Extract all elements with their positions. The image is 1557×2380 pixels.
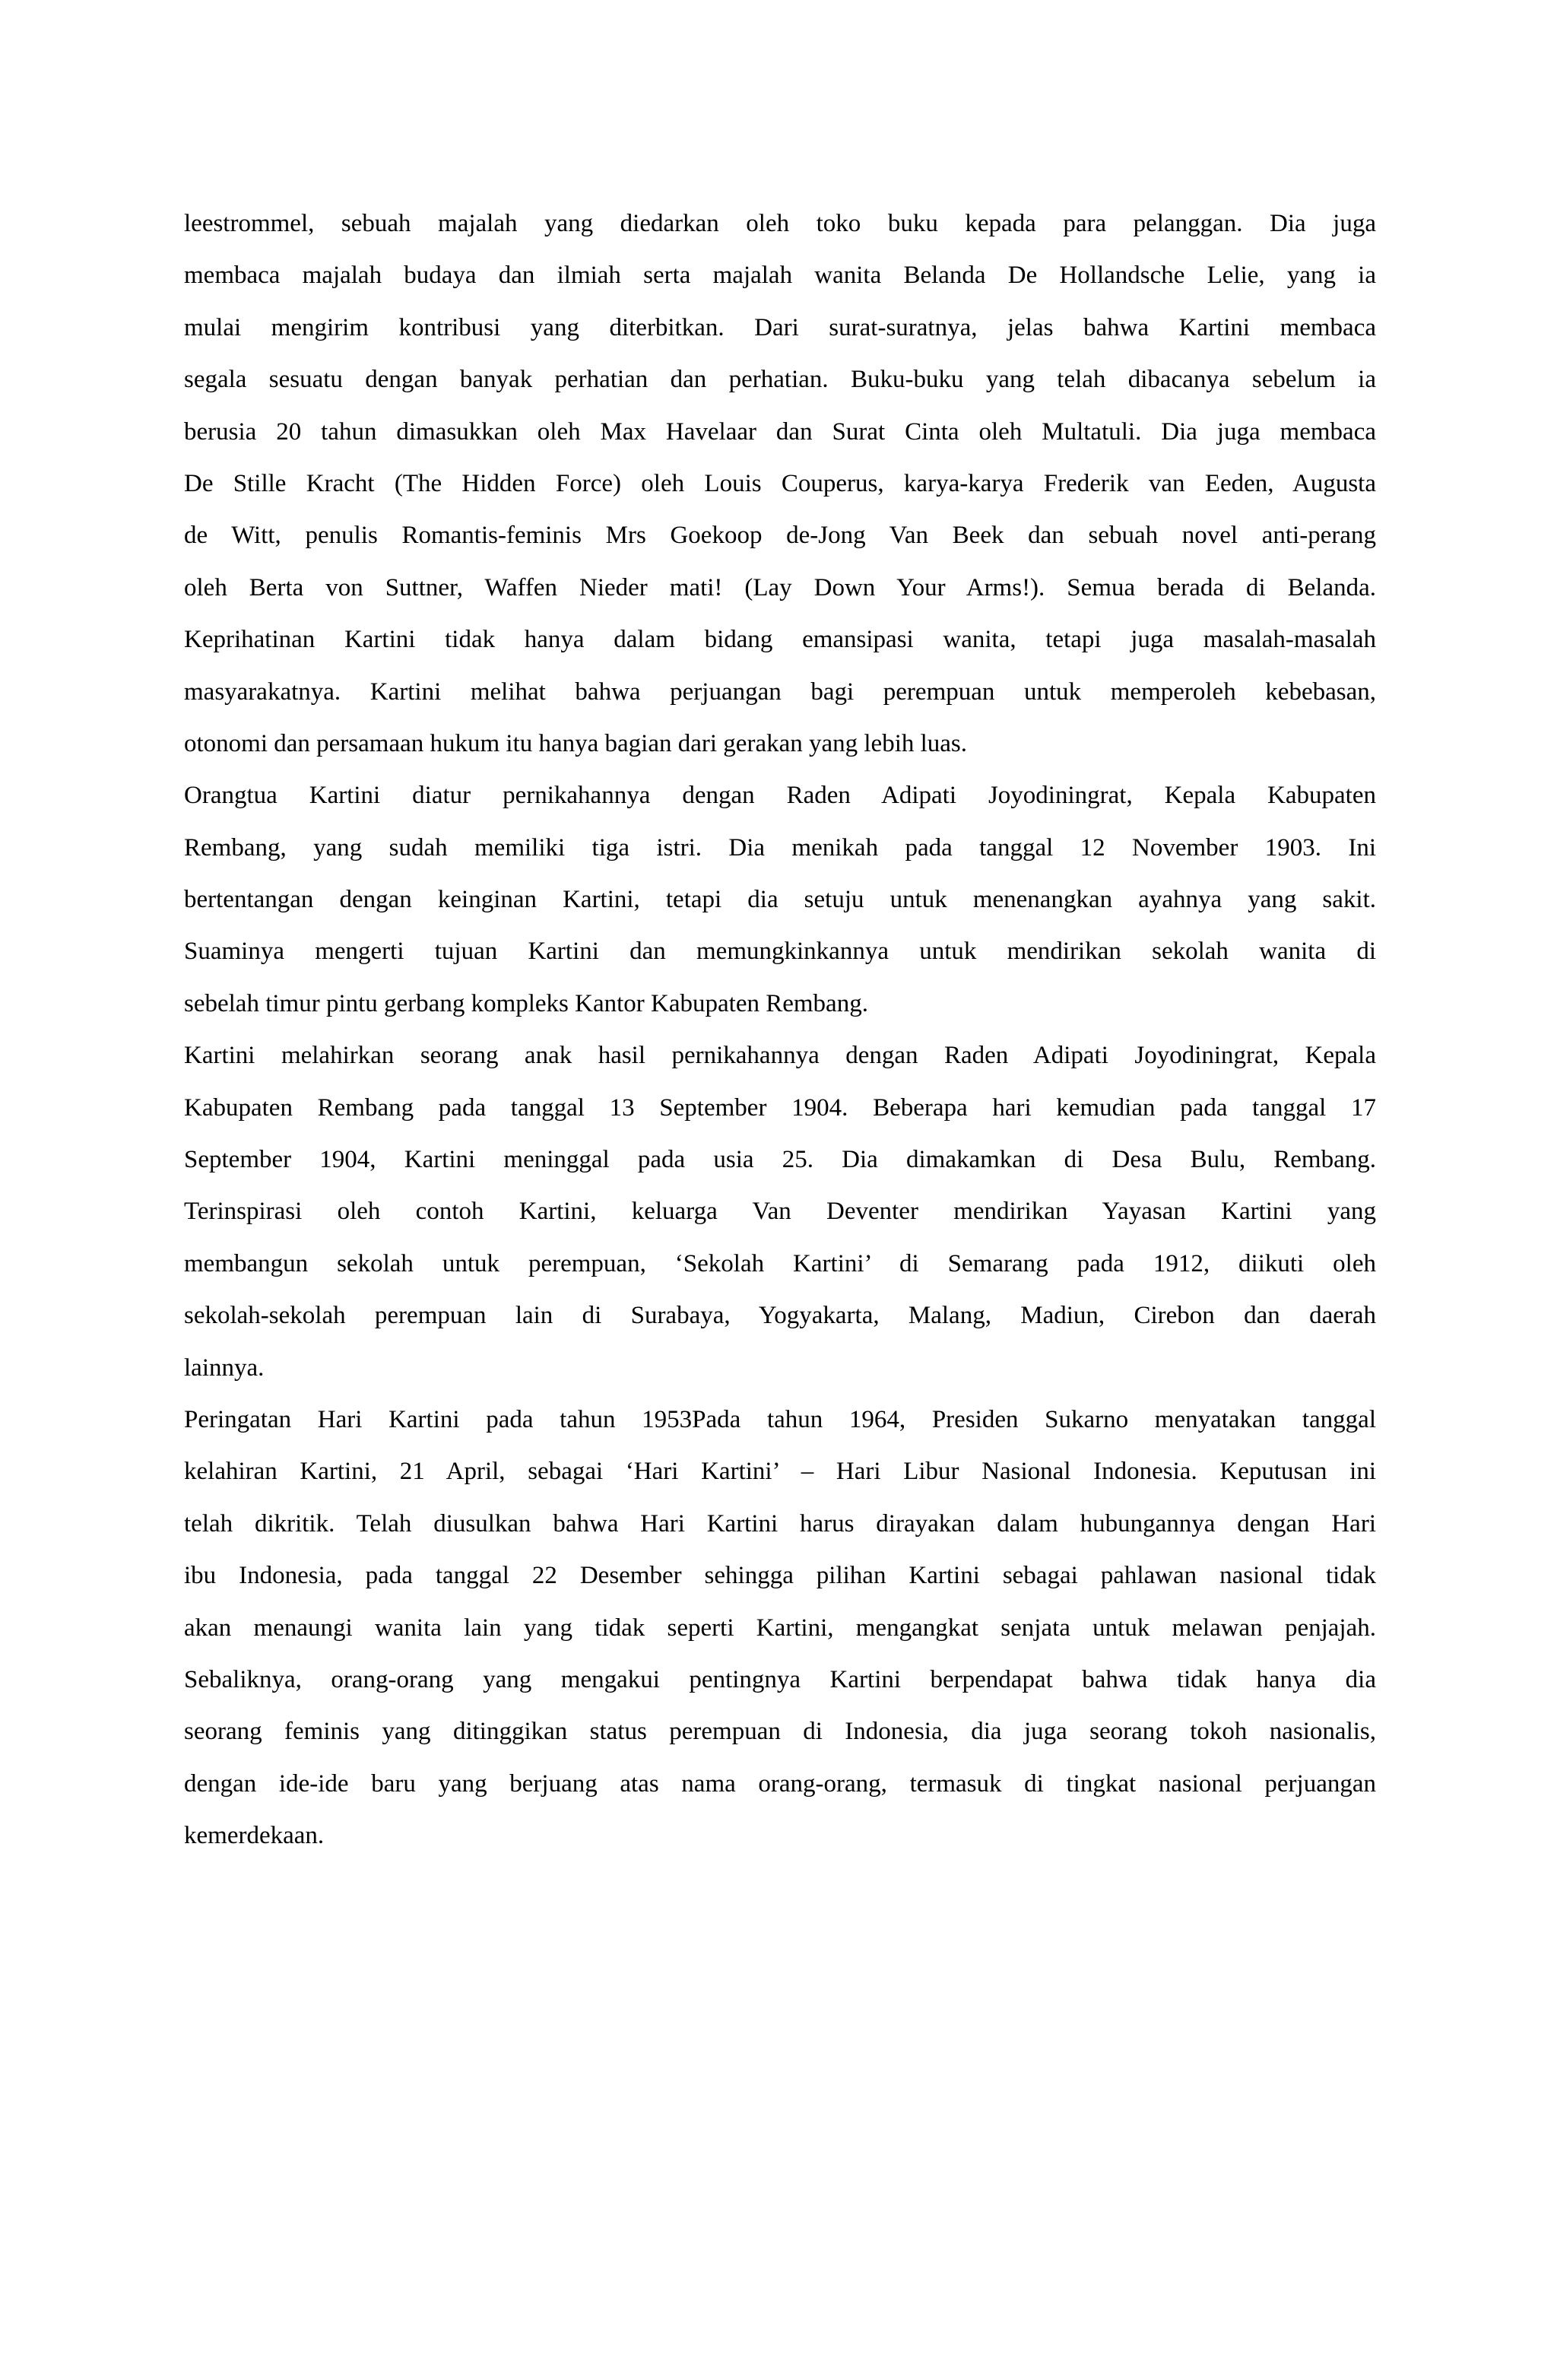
text-line: Rembang, yang sudah memiliki tiga istri. Dia menikah pada tanggal 12 November 1903. Ini (184, 833, 1376, 862)
text-line: Suaminya mengerti tujuan Kartini dan memungkinkannya untuk mendirikan sekolah wanita di (184, 938, 1376, 966)
text-line: berusia 20 tahun dimasukkan oleh Max Havelaar dan Surat Cinta oleh Multatuli. Dia juga membaca (184, 417, 1376, 446)
text-line: Kartini melahirkan seorang anak hasil pernikahannya dengan Raden Adipati Joyodiningrat, Kepala (184, 1042, 1376, 1070)
text-line: dengan ide-ide baru yang berjuang atas nama orang-orang, termasuk di tingkat nasional perjuangan (184, 1769, 1376, 1798)
text-line: leestrommel, sebuah majalah yang diedarkan oleh toko buku kepada para pelanggan. Dia juga (184, 210, 1376, 237)
text-line: segala sesuatu dengan banyak perhatian dan perhatian. Buku-buku yang telah dibacanya sebelum ia (184, 366, 1376, 394)
text-line: De Stille Kracht (The Hidden Force) oleh Louis Couperus, karya-karya Frederik van Eeden, Augusta (184, 469, 1376, 497)
text-line: masyarakatnya. Kartini melihat bahwa perjuangan bagi perempuan untuk memperoleh kebebasan, (184, 678, 1376, 706)
body-text (184, 198, 1376, 1862)
text-line: ibu Indonesia, pada tanggal 22 Desember sehingga pilihan Kartini sebagai pahlawan nasional tidak (184, 1562, 1376, 1590)
text-line: otonomi dan persamaan hukum itu hanya bagian dari gerakan yang lebih luas. (184, 729, 968, 757)
text-line: Kabupaten Rembang pada tanggal 13 September 1904. Beberapa hari kemudian pada tanggal 17 (184, 1093, 1376, 1122)
text-line: bertentangan dengan keinginan Kartini, tetapi dia setuju untuk menenangkan ayahnya yang sakit. (184, 886, 1376, 914)
text-line: kemerdekaan. (184, 1822, 325, 1850)
text-line: akan menaungi wanita lain yang tidak seperti Kartini, mengangkat senjata untuk melawan penjajah. (184, 1614, 1376, 1642)
text-line: September 1904, Kartini meninggal pada usia 25. Dia dimakamkan di Desa Bulu, Rembang. (184, 1146, 1376, 1174)
text-line: sebelah timur pintu gerbang kompleks Kantor Kabupaten Rembang. (184, 989, 868, 1017)
text-line: Orangtua Kartini diatur pernikahannya dengan Raden Adipati Joyodiningrat, Kepala Kabupaten (184, 782, 1376, 810)
text-line: Keprihatinan Kartini tidak hanya dalam bidang emansipasi wanita, tetapi juga masalah-masalah (184, 626, 1376, 654)
text-line: membaca majalah budaya dan ilmiah serta majalah wanita Belanda De Hollandsche Lelie, yang ia (184, 262, 1376, 290)
text-line: kelahiran Kartini, 21 April, sebagai ‘Hari Kartini’ – Hari Libur Nasional Indonesia. Keputusan ini (184, 1458, 1376, 1486)
text-line: sekolah-sekolah perempuan lain di Surabaya, Yogyakarta, Malang, Madiun, Cirebon dan daerah (184, 1302, 1376, 1330)
text-line: Sebaliknya, orang-orang yang mengakui pentingnya Kartini berpendapat bahwa tidak hanya dia (184, 1665, 1376, 1693)
text-line: de Witt, penulis Romantis-feminis Mrs Goekoop de-Jong Van Beek dan sebuah novel anti-perang (184, 522, 1376, 550)
text-line: seorang feminis yang ditinggikan status perempuan di Indonesia, dia juga seorang tokoh nasionalis, (184, 1718, 1376, 1746)
text-line: membangun sekolah untuk perempuan, ‘Sekolah Kartini’ di Semarang pada 1912, diikuti oleh (184, 1249, 1376, 1277)
text-line: mulai mengirim kontribusi yang diterbitkan. Dari surat-suratnya, jelas bahwa Kartini membaca (184, 313, 1376, 341)
text-line: lainnya. (184, 1353, 265, 1382)
text-line: Terinspirasi oleh contoh Kartini, keluarga Van Deventer mendirikan Yayasan Kartini yang (184, 1198, 1376, 1226)
text-line: telah dikritik. Telah diusulkan bahwa Hari Kartini harus dirayakan dalam hubungannya dengan Hari (184, 1509, 1376, 1537)
text-line: Peringatan Hari Kartini pada tahun 1953Pada tahun 1964, Presiden Sukarno menyatakan tanggal (184, 1405, 1376, 1433)
text-line: oleh Berta von Suttner, Waffen Nieder mati! (Lay Down Your Arms!). Semua berada di Belanda. (184, 573, 1376, 601)
